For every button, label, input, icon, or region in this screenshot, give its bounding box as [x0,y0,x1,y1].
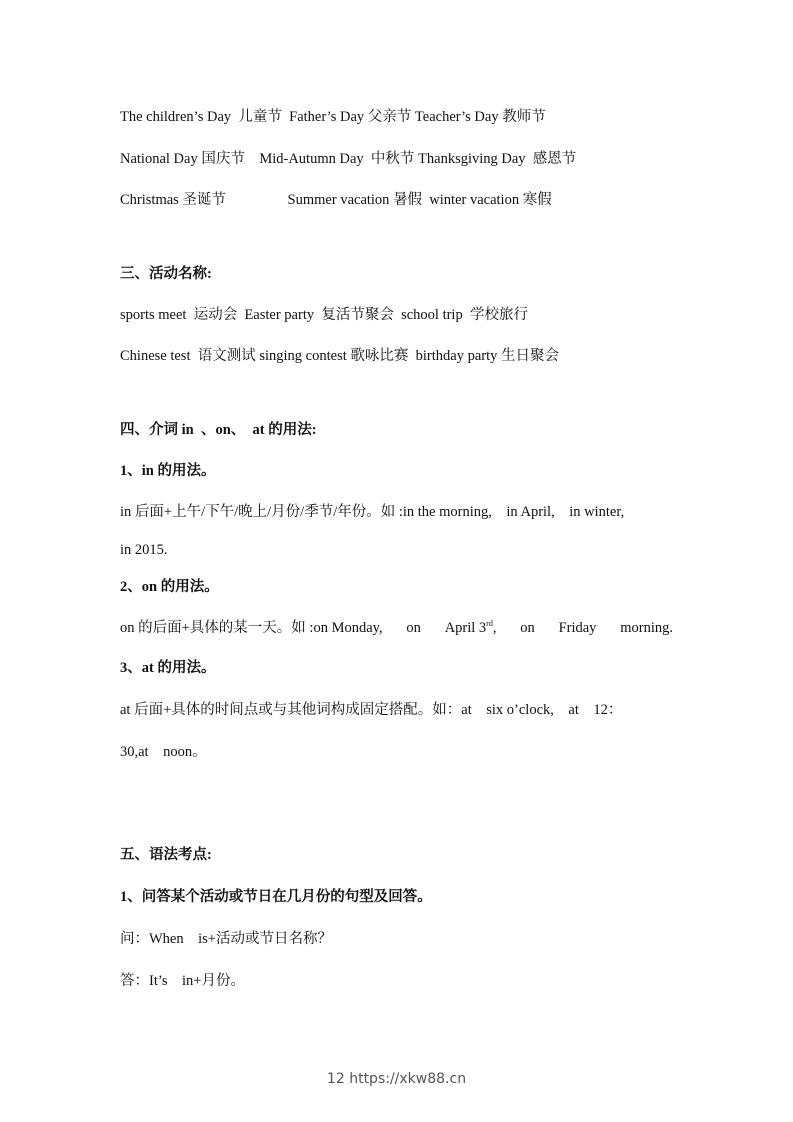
festival-row-3: Christmas 圣诞节 Summer vacation 暑假 winter vacation 寒假 [120,192,552,208]
on-word: on [406,620,421,636]
festival-row-1: The children’s Day 儿童节 Father’s Day 父亲节 Teacher’s Day 教师节 [120,109,546,125]
morning-word: morning. [620,620,673,636]
ordinal-suffix: rd [486,619,493,628]
at-usage-heading: 3、at 的用法。 [120,660,216,676]
section-4-heading: 四、介词 in 、on、 at 的用法: [120,422,317,438]
grammar-point-1: 1、问答某个活动或节日在几月份的句型及回答。 [120,889,432,905]
at-usage-line-1: at 后面+具体的时间点或与其他词构成固定搭配。如：at six o’clock, at 12： [120,702,623,718]
on-usage-line [120,619,673,637]
activity-row-1: sports meet 运动会 Easter party 复活节聚会 school trip 学校旅行 [120,307,528,323]
on-word-2: on [520,620,535,636]
at-usage-line-2: 30,at noon。 [120,744,207,760]
on-usage-intro: on 的后面+具体的某一天。如 :on Monday, [120,620,383,636]
in-usage-line-2: in 2015. [120,542,168,558]
page-number: 12 [326,1071,345,1087]
section-3-heading: 三、活动名称: [120,266,212,282]
in-usage-heading: 1、in 的用法。 [120,463,216,479]
answer-pattern: 答：It’s in+月份。 [120,973,245,989]
question-pattern: 问：When is+活动或节日名称？ [120,931,332,947]
friday-word: Friday [558,620,597,636]
on-usage-heading: 2、on 的用法。 [120,579,219,595]
footer-url[interactable]: https://xkw88.cn [349,1071,467,1087]
april-3rd: April 3rd, [444,619,497,636]
in-usage-line-1: in 后面+上午/下午/晚上/月份/季节/年份。如 :in the morning, in April, in winter, [120,504,625,520]
page-footer [0,1071,793,1087]
section-5-heading: 五、语法考点: [120,847,212,863]
activity-row-2: Chinese test 语文测试 singing contest 歌咏比赛 birthday party 生日聚会 [120,348,559,364]
festival-row-2: National Day 国庆节 Mid-Autumn Day 中秋节 Thanksgiving Day 感恩节 [120,151,577,167]
